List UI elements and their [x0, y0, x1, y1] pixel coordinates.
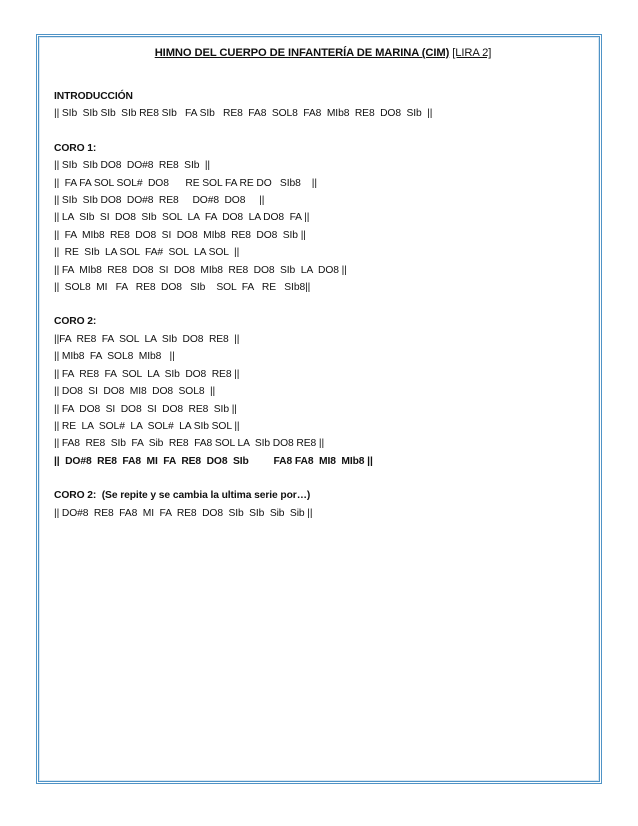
music-line: || SOL8 MI FA RE8 DO8 SIb SOL FA RE SIb8|| — [54, 282, 311, 294]
document-title — [54, 44, 584, 62]
music-line: || RE LA SOL# LA SOL# LA SIb SOL || — [54, 420, 240, 432]
music-line: || SIb SIb SIb SIb RE8 SIb FA SIb RE8 FA8 SOL8 FA8 MIb8 RE8 DO8 SIb || — [54, 108, 433, 120]
section-coro-2-repeat — [54, 487, 584, 522]
music-line: ||FA RE8 FA SOL LA SIb DO8 RE8 || — [54, 333, 240, 345]
section-heading: CORO 1: — [54, 142, 97, 154]
music-line: || DO8 SI DO8 MI8 DO8 SOL8 || — [54, 386, 216, 398]
music-line: || LA SIb SI DO8 SIb SOL LA FA DO8 LA DO8 FA || — [54, 212, 310, 224]
music-line: || FA RE8 FA SOL LA SIb DO8 RE8 || — [54, 368, 240, 380]
section-heading: CORO 2: — [54, 316, 97, 328]
music-line: || FA MIb8 RE8 DO8 SI DO8 MIb8 RE8 DO8 SIb LA DO8 || — [54, 264, 347, 276]
document-content — [54, 44, 584, 522]
music-line: || SIb SIb DO8 DO#8 RE8 SIb || — [54, 160, 210, 172]
section-introduccion — [54, 88, 584, 123]
music-line: || FA MIb8 RE8 DO8 SI DO8 MIb8 RE8 DO8 SIb || — [54, 229, 306, 241]
music-line: || DO#8 RE8 FA8 MI FA RE8 DO8 SIb SIb Sib Sib || — [54, 507, 313, 519]
music-line: || RE SIb LA SOL FA# SOL LA SOL || — [54, 247, 240, 259]
title-main: HIMNO DEL CUERPO DE INFANTERÍA DE MARINA (CIM) — [154, 47, 450, 59]
music-line: || FA FA SOL SOL# DO8 RE SOL FA RE DO SIb8 || — [54, 177, 317, 189]
music-line-bold: || DO#8 RE8 FA8 MI FA RE8 DO8 SIb FA8 FA8 MI8 MIb8 || — [54, 455, 373, 467]
music-line: || FA8 RE8 SIb FA Sib RE8 FA8 SOL LA SIb DO8 RE8 || — [54, 438, 325, 450]
title-lira: [LIRA 2] — [452, 47, 492, 59]
section-heading: INTRODUCCIÓN — [54, 91, 133, 102]
music-line: || SIb SIb DO8 DO#8 RE8 DO#8 DO8 || — [54, 195, 265, 207]
section-coro-1 — [54, 140, 584, 297]
music-line: || FA DO8 SI DO8 SI DO8 RE8 SIb || — [54, 403, 237, 415]
music-line: || MIb8 FA SOL8 MIb8 || — [54, 351, 175, 363]
section-coro-2 — [54, 313, 584, 470]
section-heading: CORO 2: (Se repite y se cambia la ultima serie por…) — [54, 490, 311, 502]
